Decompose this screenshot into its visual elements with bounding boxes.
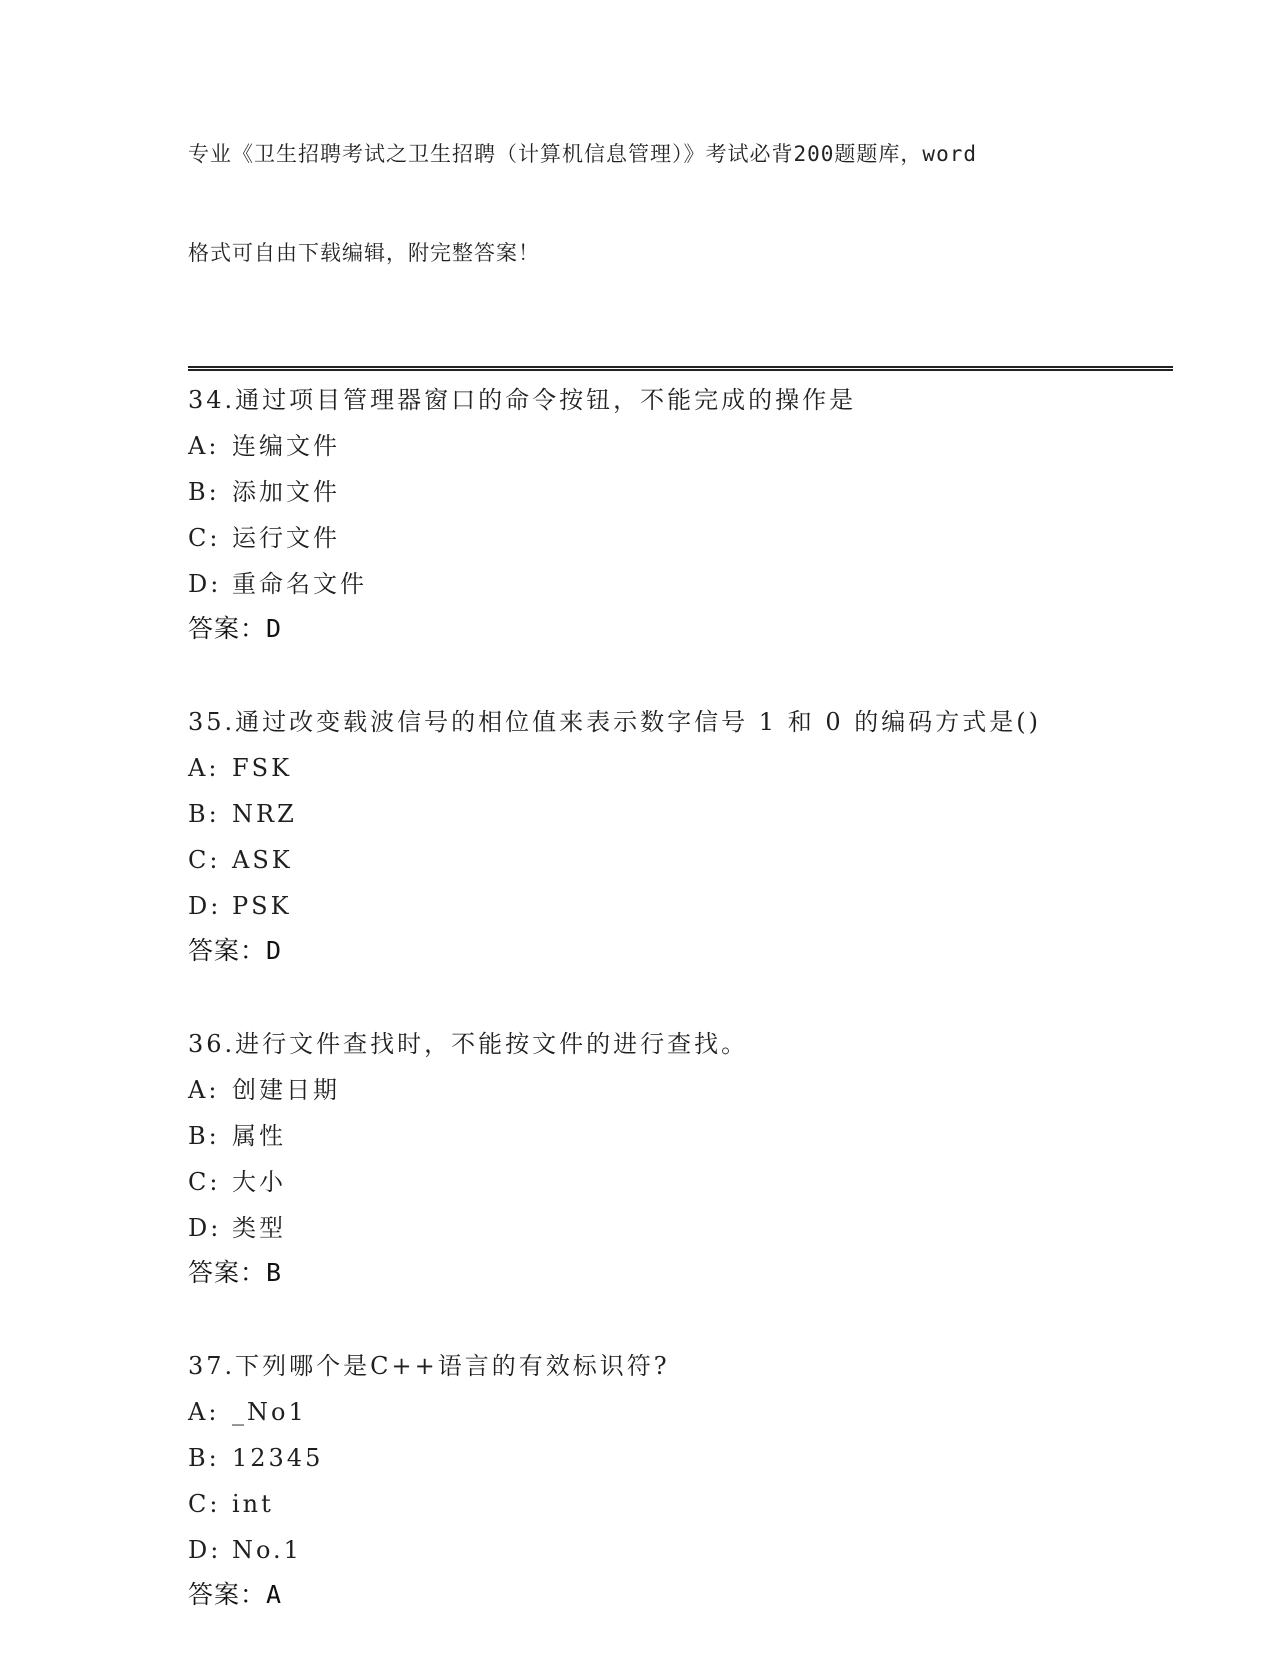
option-a [188,1389,1173,1435]
option-d [188,561,1173,607]
option-letter: B: [188,478,220,506]
option-text: NRZ [232,800,297,828]
option-a [188,423,1173,469]
option-text: 创建日期 [232,1076,340,1104]
option-text: 12345 [232,1444,324,1472]
option-letter: B: [188,1122,220,1150]
option-text: 大小 [232,1168,286,1196]
question-list [188,377,1173,1617]
option-letter: C: [188,1168,221,1196]
question-37 [188,1343,1173,1617]
option-a [188,1067,1173,1113]
option-text: PSK [232,892,292,920]
header-line-2: 格式可自由下载编辑，附完整答案！ [188,241,540,265]
question-34 [188,377,1173,651]
option-d [188,1527,1173,1573]
option-c [188,1481,1173,1527]
option-text: No.1 [232,1536,302,1564]
option-text: 类型 [232,1214,286,1242]
option-b [188,469,1173,515]
option-letter: C: [188,846,221,874]
option-letter: A: [188,1076,220,1104]
header-line-1: 专业《卫生招聘考试之卫生招聘（计算机信息管理）》考试必背200题题库，word [188,142,977,166]
answer-line: 答案：D [188,936,283,965]
option-text: 重命名文件 [232,570,367,598]
header-divider [188,366,1173,371]
option-b [188,1113,1173,1159]
option-c [188,1159,1173,1205]
question-title: 36.进行文件查找时，不能按文件的进行查找。 [188,1030,749,1058]
option-letter: D: [188,570,222,598]
document-page [188,72,1173,1665]
option-text: FSK [232,754,293,782]
option-c [188,837,1173,883]
option-b [188,791,1173,837]
option-letter: A: [188,1398,220,1426]
question-35 [188,699,1173,973]
option-a [188,745,1173,791]
question-36 [188,1021,1173,1295]
option-letter: A: [188,432,220,460]
option-text: 运行文件 [232,524,340,552]
option-letter: B: [188,1444,220,1472]
option-text: ASK [232,846,293,874]
answer-line: 答案：B [188,1258,283,1287]
option-d [188,1205,1173,1251]
option-text: _No1 [232,1398,307,1426]
option-text: 添加文件 [232,478,340,506]
option-letter: D: [188,1214,222,1242]
document-header [188,72,1173,336]
option-b [188,1435,1173,1481]
question-title: 35.通过改变载波信号的相位值来表示数字信号 1 和 0 的编码方式是() [188,708,1041,736]
option-letter: B: [188,800,220,828]
option-text: 属性 [232,1122,286,1150]
option-text: 连编文件 [232,432,340,460]
option-letter: D: [188,892,222,920]
option-letter: C: [188,524,221,552]
question-title: 34.通过项目管理器窗口的命令按钮，不能完成的操作是 [188,386,857,414]
option-c [188,515,1173,561]
option-text: int [232,1490,274,1518]
question-title: 37.下列哪个是C++语言的有效标识符? [188,1352,670,1380]
option-letter: A: [188,754,220,782]
answer-line: 答案：D [188,614,283,643]
option-d [188,883,1173,929]
answer-line: 答案：A [188,1580,283,1609]
option-letter: C: [188,1490,221,1518]
option-letter: D: [188,1536,222,1564]
